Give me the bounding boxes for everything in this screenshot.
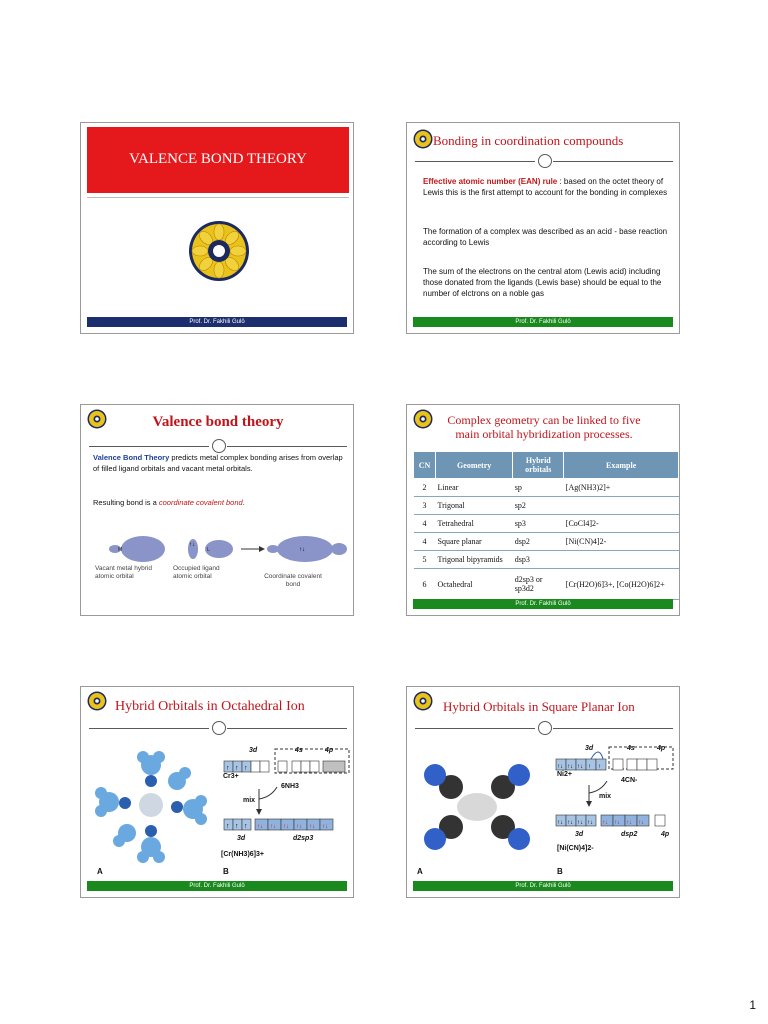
ligand-label: 4CN- xyxy=(621,777,638,784)
svg-text:↑↓: ↑↓ xyxy=(577,820,583,826)
slide-footer: Prof. Dr. Fakhili Gulö xyxy=(413,881,673,891)
slide-footer: Prof. Dr. Fakhili Gulö xyxy=(87,881,347,891)
ion-label: Cr3+ xyxy=(223,773,239,780)
title-divider xyxy=(89,439,347,453)
paragraph-acid-base: The formation of a complex was described as an acid - base reaction according to Lewis xyxy=(423,227,668,247)
label-occupied-orbital: Occupied ligand atomic orbital xyxy=(173,565,220,580)
label-b: B xyxy=(223,867,229,876)
table-header-row xyxy=(414,452,679,479)
column-header: Example xyxy=(564,452,679,479)
label-coordinate-bond: Coordinate covalent bond xyxy=(264,573,322,588)
coordinate-bond-term: coordinate covalent bond xyxy=(158,498,243,507)
table-cell: Trigonal bipyramids xyxy=(436,551,513,569)
orbital-label-4s: 4s xyxy=(295,747,303,754)
table-cell xyxy=(564,497,679,515)
orbital-label-3d: 3d xyxy=(249,747,258,754)
table-cell: Tetrahedral xyxy=(436,515,513,533)
svg-text:↑↓: ↑↓ xyxy=(189,542,195,548)
svg-text:↑: ↑ xyxy=(226,765,230,772)
slide-title: Complex geometry can be linked to five main orbital hybridization processes. xyxy=(447,413,641,441)
vbt-term: Valence Bond Theory xyxy=(93,453,170,462)
table-cell: [Ni(CN)4]2- xyxy=(564,533,679,551)
table-cell: [Cr(H2O)6]3+, [Co(H2O)6]2+ xyxy=(564,569,679,600)
svg-text:↑↓: ↑↓ xyxy=(587,820,593,826)
table-cell: Octahedral xyxy=(436,569,513,600)
paragraph-coordinate-bond: Resulting bond is a coordinate covalent bond. xyxy=(93,498,245,507)
slide-1 xyxy=(80,122,354,334)
svg-text:↑↓: ↑↓ xyxy=(309,824,315,830)
bottom-label-3d: 3d xyxy=(237,835,246,842)
table-cell: 3 xyxy=(414,497,436,515)
table-cell: d2sp3 or sp3d2 xyxy=(513,569,564,600)
label-vacant-orbital: Vacant metal hybrid atomic orbital xyxy=(95,565,152,580)
slide-footer: Prof. Dr. Fakhili Gulö xyxy=(413,599,673,609)
table-cell: 4 xyxy=(414,515,436,533)
svg-text:M: M xyxy=(118,547,123,553)
table-cell: 5 xyxy=(414,551,436,569)
paragraph-ean xyxy=(423,176,669,198)
page-number: 1 xyxy=(749,998,756,1012)
table-cell: [Ag(NH3)2]+ xyxy=(564,479,679,497)
orbital-label-4p: 4p xyxy=(657,745,666,752)
svg-text:L: L xyxy=(207,547,210,553)
svg-text:↑: ↑ xyxy=(226,823,230,830)
label-a: A xyxy=(97,867,103,876)
table-row xyxy=(414,569,679,600)
svg-text:↑: ↑ xyxy=(244,823,248,830)
svg-text:↑↓: ↑↓ xyxy=(638,820,644,826)
svg-text:↑: ↑ xyxy=(244,765,248,772)
orbital-label-3d: 3d xyxy=(585,745,594,752)
table-cell: sp3 xyxy=(513,515,564,533)
svg-text:↑↓: ↑↓ xyxy=(283,824,289,830)
slide-2 xyxy=(406,122,680,334)
complex-label: [Ni(CN)4]2- xyxy=(557,845,594,852)
ean-rule-term: Effective atomic number (EAN) rule xyxy=(423,177,558,186)
table-row xyxy=(414,515,679,533)
svg-text:↑: ↑ xyxy=(598,764,601,770)
table-cell: 6 xyxy=(414,569,436,600)
column-header: Hybrid orbitals xyxy=(513,452,564,479)
svg-text:↑↓: ↑↓ xyxy=(322,824,328,830)
bottom-label-4p: 4p xyxy=(661,831,670,838)
slide-5 xyxy=(80,686,354,898)
orbital-label-4p: 4p xyxy=(325,747,334,754)
svg-text:↑↓: ↑↓ xyxy=(296,824,302,830)
svg-text:↑↓: ↑↓ xyxy=(614,820,620,826)
slide-title: Hybrid Orbitals in Octahedral Ion xyxy=(115,699,305,714)
orbital-diagram xyxy=(551,739,679,879)
square-planar-molecule-model xyxy=(417,757,537,857)
svg-text:↑↓: ↑↓ xyxy=(557,764,563,770)
svg-text:↑: ↑ xyxy=(588,764,591,770)
table-cell: sp2 xyxy=(513,497,564,515)
slide-title: Valence bond theory xyxy=(152,414,284,430)
table-cell: 4 xyxy=(414,533,436,551)
title-divider xyxy=(415,721,673,735)
table-cell: Trigonal xyxy=(436,497,513,515)
bottom-label-3d: 3d xyxy=(575,831,584,838)
university-seal-icon xyxy=(187,219,251,283)
svg-text:↑↓: ↑↓ xyxy=(626,820,632,826)
svg-text:↑↓: ↑↓ xyxy=(567,764,573,770)
svg-text:↑↓: ↑↓ xyxy=(577,764,583,770)
slide-4 xyxy=(406,404,680,616)
slide-footer: Prof. Dr. Fakhili Gulö xyxy=(87,317,347,327)
table-cell xyxy=(564,551,679,569)
orbital-diagram xyxy=(219,739,353,879)
complex-label: [Cr(NH3)6]3+ xyxy=(221,851,264,858)
paragraph-electron-sum: The sum of the electrons on the central atom (Lewis acid) including those donated from the ligands (Lewis base) should be equal to the number of elctrons on a noble gas xyxy=(423,267,662,298)
ean-rule-text: : based on the octet theory of Lewis this is the first attempt to account for the bonding in complexes xyxy=(423,177,668,197)
paragraph-vbt xyxy=(93,453,349,474)
svg-text:↑↓: ↑↓ xyxy=(257,824,263,830)
table-row xyxy=(414,551,679,569)
university-seal-icon xyxy=(413,691,433,711)
label-a: A xyxy=(417,867,423,876)
label-b: B xyxy=(557,867,563,876)
mix-label: mix xyxy=(599,793,612,800)
title-divider xyxy=(415,154,673,168)
table-row xyxy=(414,497,679,515)
ion-label: Ni2+ xyxy=(557,771,572,778)
table-row xyxy=(414,533,679,551)
mix-label: mix xyxy=(243,797,256,804)
table-cell: [CoCl4]2- xyxy=(564,515,679,533)
slide-3 xyxy=(80,404,354,616)
svg-text:↑: ↑ xyxy=(235,823,239,830)
ligand-label: 6NH3 xyxy=(281,783,299,790)
svg-text:↑↓: ↑↓ xyxy=(299,547,305,553)
slide-6 xyxy=(406,686,680,898)
table-cell: dsp2 xyxy=(513,533,564,551)
university-seal-icon xyxy=(87,691,107,711)
octahedral-molecule-model xyxy=(91,747,211,867)
table-cell: sp xyxy=(513,479,564,497)
orbital-label-4s: 4s xyxy=(627,745,635,752)
title-divider xyxy=(87,197,349,198)
university-seal-icon xyxy=(413,129,433,149)
slide-title: Hybrid Orbitals in Square Planar Ion xyxy=(443,699,635,714)
table-cell: 2 xyxy=(414,479,436,497)
svg-text:↑↓: ↑↓ xyxy=(567,820,573,826)
svg-text:↑↓: ↑↓ xyxy=(270,824,276,830)
column-header: CN xyxy=(414,452,436,479)
svg-text:↑↓: ↑↓ xyxy=(602,820,608,826)
table-cell: dsp3 xyxy=(513,551,564,569)
bottom-label-hybrid: d2sp3 xyxy=(293,835,314,842)
table-row xyxy=(414,479,679,497)
table-cell: Square planar xyxy=(436,533,513,551)
vbt-text: predicts metal complex bonding arises from overlap of filled ligand orbitals and vacant metal orbitals. xyxy=(93,453,343,473)
title-divider xyxy=(89,721,347,735)
table-cell: Linear xyxy=(436,479,513,497)
hybridization-table xyxy=(413,451,679,600)
slide-title: Bonding in coordination compounds xyxy=(433,133,624,148)
slide-title: VALENCE BOND THEORY xyxy=(129,151,307,167)
svg-text:↑↓: ↑↓ xyxy=(557,820,563,826)
bottom-label-hybrid: dsp2 xyxy=(621,831,638,838)
slide-footer: Prof. Dr. Fakhili Gulö xyxy=(413,317,673,327)
column-header: Geometry xyxy=(436,452,513,479)
svg-text:↑: ↑ xyxy=(235,765,239,772)
